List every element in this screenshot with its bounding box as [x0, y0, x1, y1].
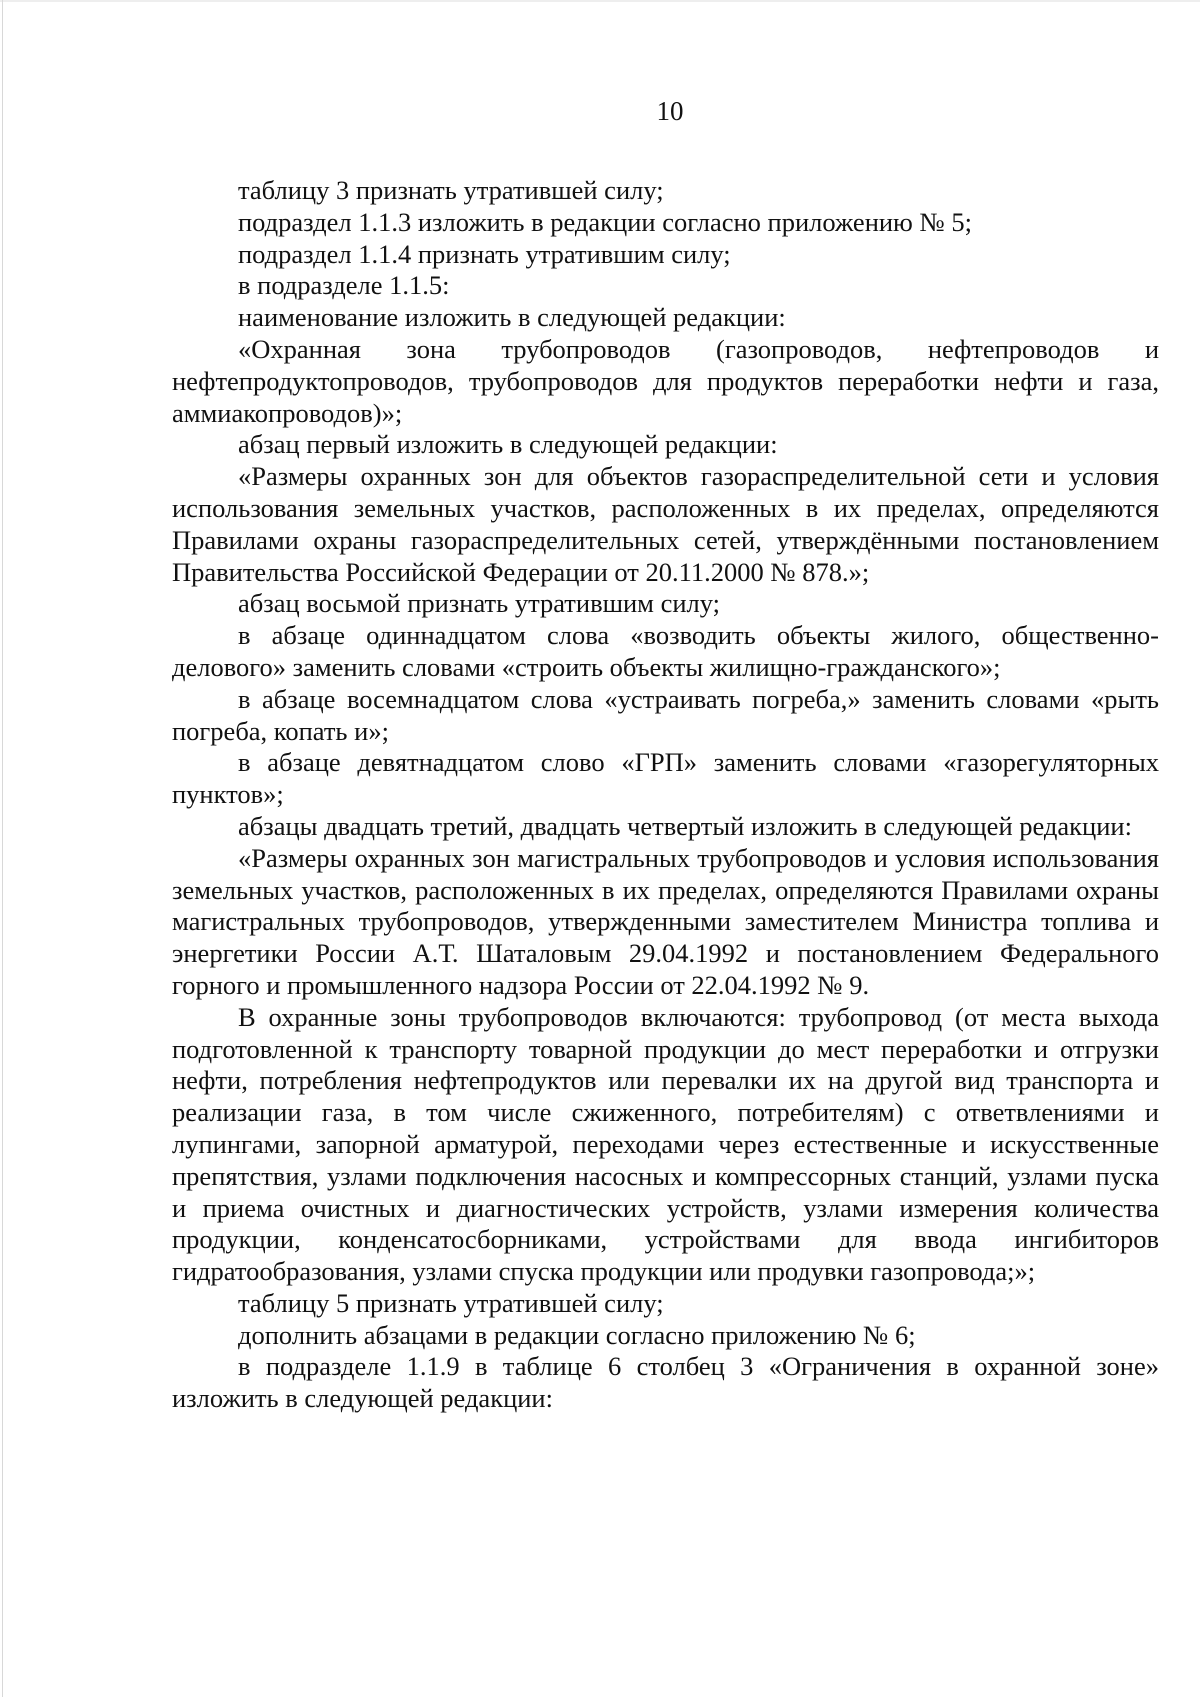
scan-top-edge [0, 0, 1200, 2]
paragraph-zone-title: «Охранная зона трубопроводов (газопроводов, нефтепроводов и нефтепродуктопроводов, трубопроводов для продуктов переработки нефти и газа, аммиакопроводов)»; [172, 333, 1159, 428]
paragraph-table5-repeal: таблицу 5 признать утратившей силу; [238, 1287, 664, 1318]
paragraph-nineteenth-edit: в абзаце девятнадцатом слово «ГРП» заменить словами «газорегуляторных пунктов»; [172, 747, 1159, 810]
paragraph-zone-includes: В охранные зоны трубопроводов включаются: трубопровод (от места выхода подготовленной к транспорту товарной продукции до мест переработки и отгрузки нефти, потребления нефтепродуктов или перевалки их на другой вид транспорта и реализации газа, в том числе сжиженного, потребителям) с ответвлениями и лупингами, запорной арматурой, переходами через естественные и искусственные препятствия, узлами подключения насосных и компрессорных станций, узлами пуска и приема очистных и диагностических устройств, узлами измерения количества продукции, конденсатосборниками, устройствами для ввода ингибиторов гидратообразования, узлами спуска продукции или продувки газопровода;»; [172, 1001, 1159, 1287]
paragraph-gas-network-sizes: «Размеры охранных зон для объектов газораспределительной сети и условия использования земельных участков, расположенных в их пределах, определяются Правилами охраны газораспределительных сетей, утверждёнными постановлением Правительства Российской Федерации от 20.11.2000 № 878.»; [172, 461, 1159, 587]
paragraph-appendix6: дополнить абзацами в редакции согласно приложению № 6; [238, 1319, 916, 1350]
paragraph-subsection-113: подраздел 1.1.3 изложить в редакции согласно приложению № 5; [238, 206, 973, 237]
document-body [172, 175, 1159, 1415]
paragraph-eighth-repeal: абзац восьмой признать утратившим силу; [238, 588, 720, 619]
page-number: 10 [656, 96, 684, 126]
paragraph-subsection-114: подраздел 1.1.4 признать утратившим силу; [238, 238, 731, 269]
paragraph-main-pipeline-sizes: «Размеры охранных зон магистральных трубопроводов и условия использования земельных участков, расположенных в их пределах, определяются Правилами охраны магистральных трубопроводов, утвержденными заместителем Министра топлива и энергетики России А.Т. Шаталовым 29.04.1992 и постановлением Федерального горного и промышленного надзора России от 22.04.1992 № 9. [172, 842, 1159, 1000]
paragraph-title-edit: наименование изложить в следующей редакции: [238, 302, 786, 333]
scan-left-edge [2, 0, 3, 1697]
paragraph-first-edit: абзац первый изложить в следующей редакции: [238, 429, 778, 460]
paragraph-subsection-115: в подразделе 1.1.5: [238, 270, 450, 301]
paragraph-subsection-119: в подразделе 1.1.9 в таблице 6 столбец 3 «Ограничения в охранной зоне» изложить в следующей редакции: [172, 1351, 1159, 1414]
paragraph-eleventh-edit: в абзаце одиннадцатом слова «возводить объекты жилого, общественно-делового» заменить словами «строить объекты жилищно-гражданского»; [172, 620, 1159, 682]
paragraph-table3-repeal: таблицу 3 признать утратившей силу; [238, 175, 664, 205]
paragraph-eighteenth-edit: в абзаце восемнадцатом слова «устраивать погреба,» заменить словами «рыть погреба, копать и»; [172, 683, 1159, 746]
paragraph-23-24-edit: абзацы двадцать третий, двадцать четвертый изложить в следующей редакции: [238, 810, 1132, 841]
